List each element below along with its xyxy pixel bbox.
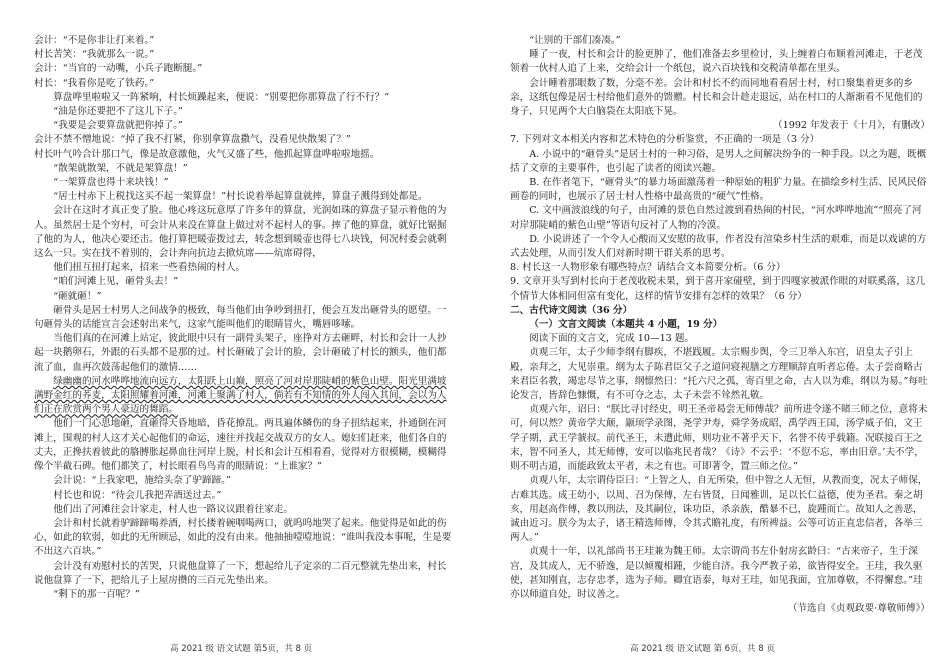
- story-paragraph: 算盘哗里啦啦又一阵紧响，村长烦躁起来，便说：“别要把你那算盘了行不行？”: [53, 91, 390, 103]
- option-d: D. 小说讲述了一个令人心酸而又安慰的故事，作者没有渲染乡村生活的艰难，而是以戏谑的方式去处理，从而引发人们对新时期干群关系的思考。: [510, 233, 927, 260]
- story-paragraph: “居士村赤下上税找这买不起一架算盘！”村长说着举起算盘就摔，算盘子溅得到处都是。: [53, 191, 428, 203]
- dialogue-line: “油是你还要把不了这儿下子。”: [53, 106, 183, 118]
- dialogue-line: “一架算盘也得十来块钱！”: [53, 177, 169, 189]
- dialogue-line: 村长：“我看你是吃了铁药。”: [34, 77, 155, 89]
- dialogue-line: 会计：“当官的一动嘴，小兵子跑断腿。”: [34, 63, 203, 75]
- story-paragraph: 他们出了河滩往会计家走，村人也一路议议跟着往家走。: [53, 503, 294, 515]
- story-paragraph: 当他们真的在河滩上站定，彼此眼中只有一副骨头架子，座挣对方去砸畔，村长和会计一人抄起一块鹅卵石，外跟的石头都不是那的过。村长砸破了会计的脸，会计砸破了村长的额头，他们都流了血，血再次鼓荡起他们的激情……: [34, 333, 447, 373]
- story-paragraph: 村长叶气吟合计那口气，像是故意激他，火气又盛了些，他抓起算盘哗啦啦地摇。: [34, 148, 380, 160]
- dialogue-line: “砸就砸！”: [53, 290, 102, 302]
- story-paragraph: 会计在这时才真正变了脸。他心疼这玩意厚了许多年的算盘，光润如珠的算盘子显示着他的为人。虽然居士是个穷村，可会计从来没在算盘上做过对不起村人的事。摔了他的算盘，就好比锯掘了他的为人，他决心要还击。他打算把暖壶拨过去，转念想到暖壶也得七八块钱，何况村委会就剩这么一只。实在找不着别的，会计奔向抗边去掀炕席——炕席碍得，: [34, 205, 447, 260]
- dialogue-line: “我要是会要算盘就把你掉了。”: [53, 120, 183, 132]
- section-heading: 二、古代诗文阅读（36 分）: [510, 304, 633, 316]
- question-8: 8. 村长这一人物形象有哪些特点？请结合文本简要分析。（6 分）: [510, 262, 786, 274]
- story-paragraph: 会计不禁不憎地说：“掉了我不打紧，你别拿算盘撒气，没看见快散架了？”: [34, 134, 351, 146]
- dialogue-line: “散架就散架，不就是架算盘！”: [53, 162, 188, 174]
- classical-paragraph: 贞观六年，诏曰：“朕比寻讨经史，明王圣帝曷尝无师傅哉？前所进令遂不睹三师之位，意将未可，何以然？黄帝学大颠，颛顼学录图，尧学尹寿，舜学务成昭，禹学西王国，汤学威子伯，文王学子期，武王学虢叔。前代圣王，未遭此师，则功业不著乎天下，名誉不传乎载籍。况联接百王之末，智不同圣人，其无师傅，安可以临兆民者哉？《诗》不云乎：‘不愆不忘，率由旧章。’夫不学，则不明古道，而能政致太平者，未之有也。可即著令，置三师之位。”: [510, 404, 928, 473]
- source-note: （1992 年发表于《十月》，有删改）: [773, 120, 930, 132]
- option-b: B. 在作者笔下，“砸骨头”的暴力场面激荡着一种原始的粗犷力量。在描绘乡村生活、民风民俗画卷的同时，也展示了居士村人性格中最高贵的“硬气”性格。: [510, 177, 927, 203]
- option-a: A. 小说中的“砸骨头”是居士村的一种习俗，是男人之间解决纷争的一种手段。以之为题，既概括了文章的主要事件，也引起了读者的阅读兴趣。: [510, 148, 927, 174]
- dialogue-line: 会计：“不是你非让打来着。”: [34, 35, 155, 46]
- instruction: 阅读下面的文言文，完成 10—13 题。: [529, 333, 695, 345]
- question-7: 7. 下列对文本相关内容和艺术特色的分析鉴赏，不正确的一项是（3 分）: [510, 134, 820, 146]
- story-paragraph: 砸骨头是居士村男人之间战争的极致，每当他们由争吵到扭打，便会互发出砸骨头的愿望。一句砸骨头的话能宣言会述射出来气，这家气能叫他们的眼睛冒火，嘴唇哆嗦。: [34, 304, 447, 331]
- story-paragraph: 睡了一夜，村长和会计的脸更肿了，他们准备去乡里检讨，头上缠着白布顺着河滩走，于老茂领着一伙村人追了上来，交给会计一个纸包，说六百块钱和交税清单都在里头。: [510, 49, 923, 75]
- dialogue-line: 会计说：“上我家吧，施给头奈了驴蹄蹄。”: [53, 475, 231, 487]
- subsection-heading: （一）文言文阅读（本题共 4 小题，19 分）: [529, 319, 723, 331]
- source-note: （节选自《贞观政要·尊敬师傅》）: [787, 603, 930, 615]
- classical-paragraph: 贞观八年，太宗谓侍臣曰：“上智之人，自无所染，但中智之人无恒，从教而变，况太子师保，古难其选。成王幼小，以周、召为保傅，左右皆贤，日闻雅训，足以长仁益德，使为圣君。秦之胡亥，用赵高作傅，教以刑法，及其嗣位，诛功臣，杀亲族，酷暴不已，旋踵而亡。故知人之善恶，诚由近习。朕今为太子，诸王精选师傅，令其式瞻礼度，有所裨益。公等可访正直忠信者，各举三两人。”: [510, 475, 928, 544]
- story-paragraph: 他们一门心思地砸，直砸得天昏地暗，昏花撩乱。两具遍体鳞伤的身子扭结起来，扑通倒在河滩上，围观的村人这才关心起他们的命运，速往并找起交战双方的女人。媳妇们赶来，他们各自的丈夫，正搀扶着彼此的胳膊胀起鼻血往河岸上脱，村长和会计互相看看，觉得对方很模糊，模糊得像个半截石碑。他们都笑了，村长眼看鸟鸟青的眼睛说：“上谁家？”: [34, 418, 447, 473]
- option-c: C. 文中画波浪线的句子，由河滩的景色自然过渡到看热闹的村民，“河水哗哗地流”“照亮了河对岸那陡峭的紫色山壁”等语句反衬了人物的冷漠。: [510, 205, 922, 231]
- page-footer-right: 高 2021 级 语文试题 第 6页，共 8 页: [630, 644, 775, 654]
- dialogue-line: “让别的干部们凑凑。”: [529, 35, 621, 46]
- story-paragraph: 会计没有劝慰村长的苦哭，只说他盘算了一下，想起给儿子定亲的二百元整就先垫出来，村长说他盘算了一下，把给儿子上屋房攒的三百元先垫出来。: [34, 560, 447, 586]
- story-paragraph: 会计睡着那眼数了数，分毫不差。会计和村长不约而同地看看居士村，村口聚集着更多的乡亲，这纸包像是居士村给他们意外的馈赠。村长和会计趁走退远，站在村口的人渐渐看不见他们的身子，只见两个大白脑袋在太阳底下晃。: [510, 77, 923, 118]
- left-column: [34, 34, 454, 602]
- classical-paragraph: 贞观十一年，以礼部尚书王珪兼为魏王师。太宗谓尚书左仆射房玄龄曰：“古来帝子，生于深宫，及其成人，无不骄逸，是以倾覆相踵，少能自济。我今严教子弟，欲皆得安全。王珪，我久驱使，甚知刚直，志存忠孝，选为子师。卿宜语泰，每对王珪，如见我面，宜加尊敬，不得懈怠。”珪亦以师道自处，时议善之。: [510, 546, 923, 600]
- classical-paragraph: 贞观三年，太子少师李纲有脚疾，不堪践履。太宗赐步舆，令三卫举入东宫，诏皇太子引上殿，亲拜之，大见崇重。纲为太子陈君臣父子之道问寝视膳之方理顺辞直听者忘倦。太子尝商略古来君臣名教，竭忠尽节之事，纲懔然曰：“托六尺之孤，寄百里之命，古人以为难，纲以为易。”每吐论发言，皆辞色慷慨，有不可夺之志，太子未尝不耸然礼敬。: [510, 347, 928, 402]
- story-paragraph: 会计和村长就着驴蹄蹄喝养酒，村长搂着碗咽喝两口，就呜呜地哭了起来。他觉得是如此的伤心，如此的软弱，如此的无所顾忌，如此的没有由来。他抽抽噎噎地说：“谁叫我没本事呢，生是要不出这六百块。”: [34, 517, 452, 558]
- wavy-underlined-paragraph: 绿幽幽的河水哗哗地流向远方，太阳跃上山巅，照亮了河对岸那陡峭的紫色山壁。阳光里满坡满野金红的荞麦，太阳照耀着河滩，河滩上聚满了村人，倘若有不知情的外人闯入其间，会以为人们正在欣赏两个男人豪迈的舞蹈。: [34, 375, 447, 416]
- story-paragraph: 他们扭互扭打起来，招来一些看热闹的村人。: [53, 262, 246, 274]
- dialogue-line: “剩下的那一百呢？”: [53, 588, 140, 600]
- dialogue-line: 村长也和说：“待会儿我把弄酒送过去。”: [53, 489, 222, 501]
- right-column: [510, 34, 930, 616]
- dialogue-line: “咱们河滩上见，砸骨头去！”: [53, 276, 179, 288]
- dialogue-line: 村长苦笑：“我就那么一说。”: [34, 49, 155, 61]
- page-footer-left: 高 2021 级 语文试题 第5页，共 8 页: [170, 644, 313, 654]
- question-9: 9. 文章开头写到村长向于老茂收税未果，到于喜开家碰壁，到于四嘎家被派作眼的对联奚落，这几个情节大体相同但富有变化，这样的情节安排有怎样的效果？（6 分）: [510, 276, 926, 302]
